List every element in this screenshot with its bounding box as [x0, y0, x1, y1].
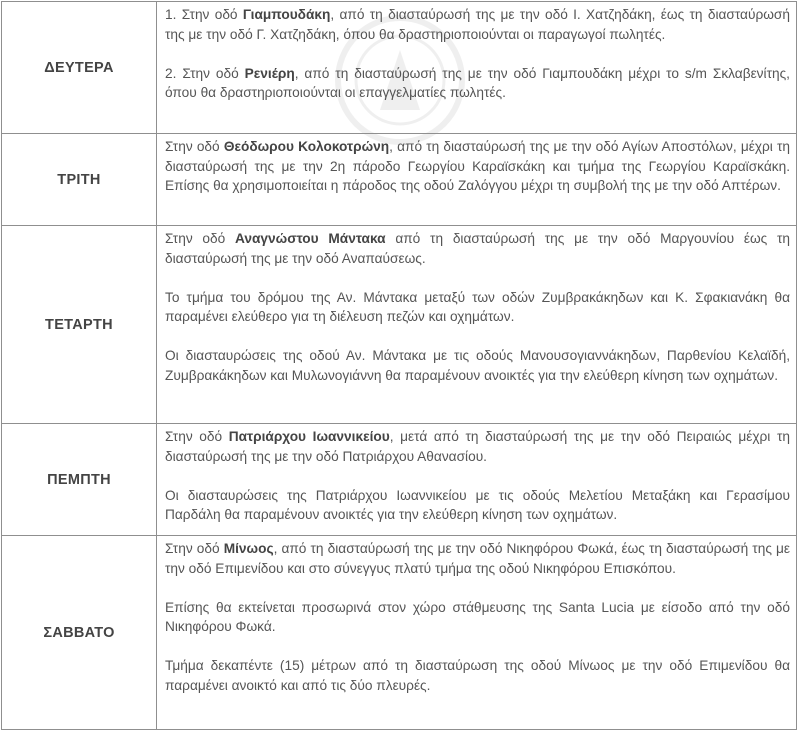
day-cell: ΤΡΙΤΗ: [2, 134, 157, 226]
paragraph: 2. Στην οδό Ρενιέρη, από τη διασταύρωσή της με την οδό Γιαμπουδάκη μέχρι το s/m Σκλαβενίτης, όπου θα δραστηριοποιούνται οι επαγγελματίες πωλητές.: [165, 65, 790, 100]
paragraph: Οι διασταυρώσεις της οδού Αν. Μάντακα με τις οδούς Μανουσογιαννάκηδων, Παρθενίου Κελαϊδή, Ζυμβρακάκηδων και Μυλωνογιάννη θα παραμένουν ανοικτές για την ελεύθερη κίνηση των οχημάτων.: [165, 348, 790, 383]
description-cell: [157, 2, 797, 134]
day-cell: ΤΕΤΑΡΤΗ: [2, 226, 157, 424]
table-row: [2, 226, 797, 424]
street-name: Γιαμπουδάκη: [242, 7, 331, 22]
description-cell: [157, 134, 797, 226]
paragraph: Το τμήμα του δρόμου της Αν. Μάντακα μεταξύ των οδών Ζυμβρακάκηδων και Κ. Σφακιανάκη θα παραμένει ελεύθερο για τη διέλευση πεζών και οχημάτων.: [165, 289, 790, 324]
market-schedule-table: [1, 1, 797, 730]
paragraph: Τμήμα δεκαπέντε (15) μέτρων από τη διασταύρωση της οδού Μίνωος με την οδό Επιμενίδου θα παραμένει ανοικτό και από τις δύο πλευρές.: [165, 658, 790, 693]
description-cell: [157, 226, 797, 424]
paragraph: Στην οδό Θεόδωρου Κολοκοτρώνη, από τη διασταύρωσή της με την οδό Αγίων Αποστόλων, μέχρι τη διασταύρωσή της με την 2η πάροδο Γεωργίου Καραϊσκάκη και τμήμα της Γεωργίου Καραϊσκάκη. Επίσης θα χρησιμοποιείται η πάροδος της οδού Ζαλόγγου μέχρι τη συμβολή της με την οδό Απτέρων.: [165, 139, 790, 193]
day-cell: ΣΑΒΒΑΤΟ: [2, 536, 157, 730]
street-name: Θεόδωρου Κολοκοτρώνη: [223, 139, 390, 154]
description-cell: [157, 536, 797, 730]
description-cell: [157, 424, 797, 536]
paragraph: Στην οδό Αναγνώστου Μάντακα από τη διασταύρωσή της με την οδό Μαργουνίου έως τη διασταύρωσή της με την οδό Αναπαύσεως.: [165, 231, 791, 266]
paragraph: 1. Στην οδό Γιαμπουδάκη, από τη διασταύρωσή της με την οδό Ι. Χατζηδάκη, έως τη διασταύρωσή της με την οδό Γ. Χατζηδάκη, όπου θα δραστηριοποιούνται οι παραγωγοί πωλητές.: [165, 7, 790, 42]
paragraph: Στην οδό Πατριάρχου Ιωαννικείου, μετά από τη διασταύρωσή της με την οδό Πειραιώς μέχρι τη διασταύρωσή της με την οδό Πατριάρχου Αθανασίου.: [165, 429, 790, 464]
street-name: Μίνωος: [223, 541, 274, 556]
day-cell: ΠΕΜΠΤΗ: [2, 424, 157, 536]
paragraph: Οι διασταυρώσεις της Πατριάρχου Ιωαννικείου με τις οδούς Μελετίου Μεταξάκη και Γερασίμου Παρδάλη θα παραμένουν ανοικτές για την ελεύθερη κίνηση των οχημάτων.: [165, 487, 790, 522]
street-name: Αναγνώστου Μάντακα: [235, 231, 386, 246]
day-cell: ΔΕΥΤΕΡΑ: [2, 2, 157, 134]
table-row: [2, 536, 797, 730]
paragraph: Επίσης θα εκτείνεται προσωρινά στον χώρο στάθμευσης της Santa Lucia με είσοδο από την οδό Νικηφόρου Φωκά.: [165, 599, 790, 634]
table-row: [2, 2, 797, 134]
street-name: Πατριάρχου Ιωαννικείου: [228, 429, 390, 444]
table-row: [2, 424, 797, 536]
street-name: Ρενιέρη: [244, 65, 295, 81]
paragraph: Στην οδό Μίνωος, από τη διασταύρωσή της με την οδό Νικηφόρου Φωκά, έως τη διασταύρωσή της με την οδό Επιμενίδου και στο σύνεγγυς πλατύ τμήμα της οδού Νικηφόρου Επισκόπου.: [165, 541, 791, 576]
table-row: [2, 134, 797, 226]
